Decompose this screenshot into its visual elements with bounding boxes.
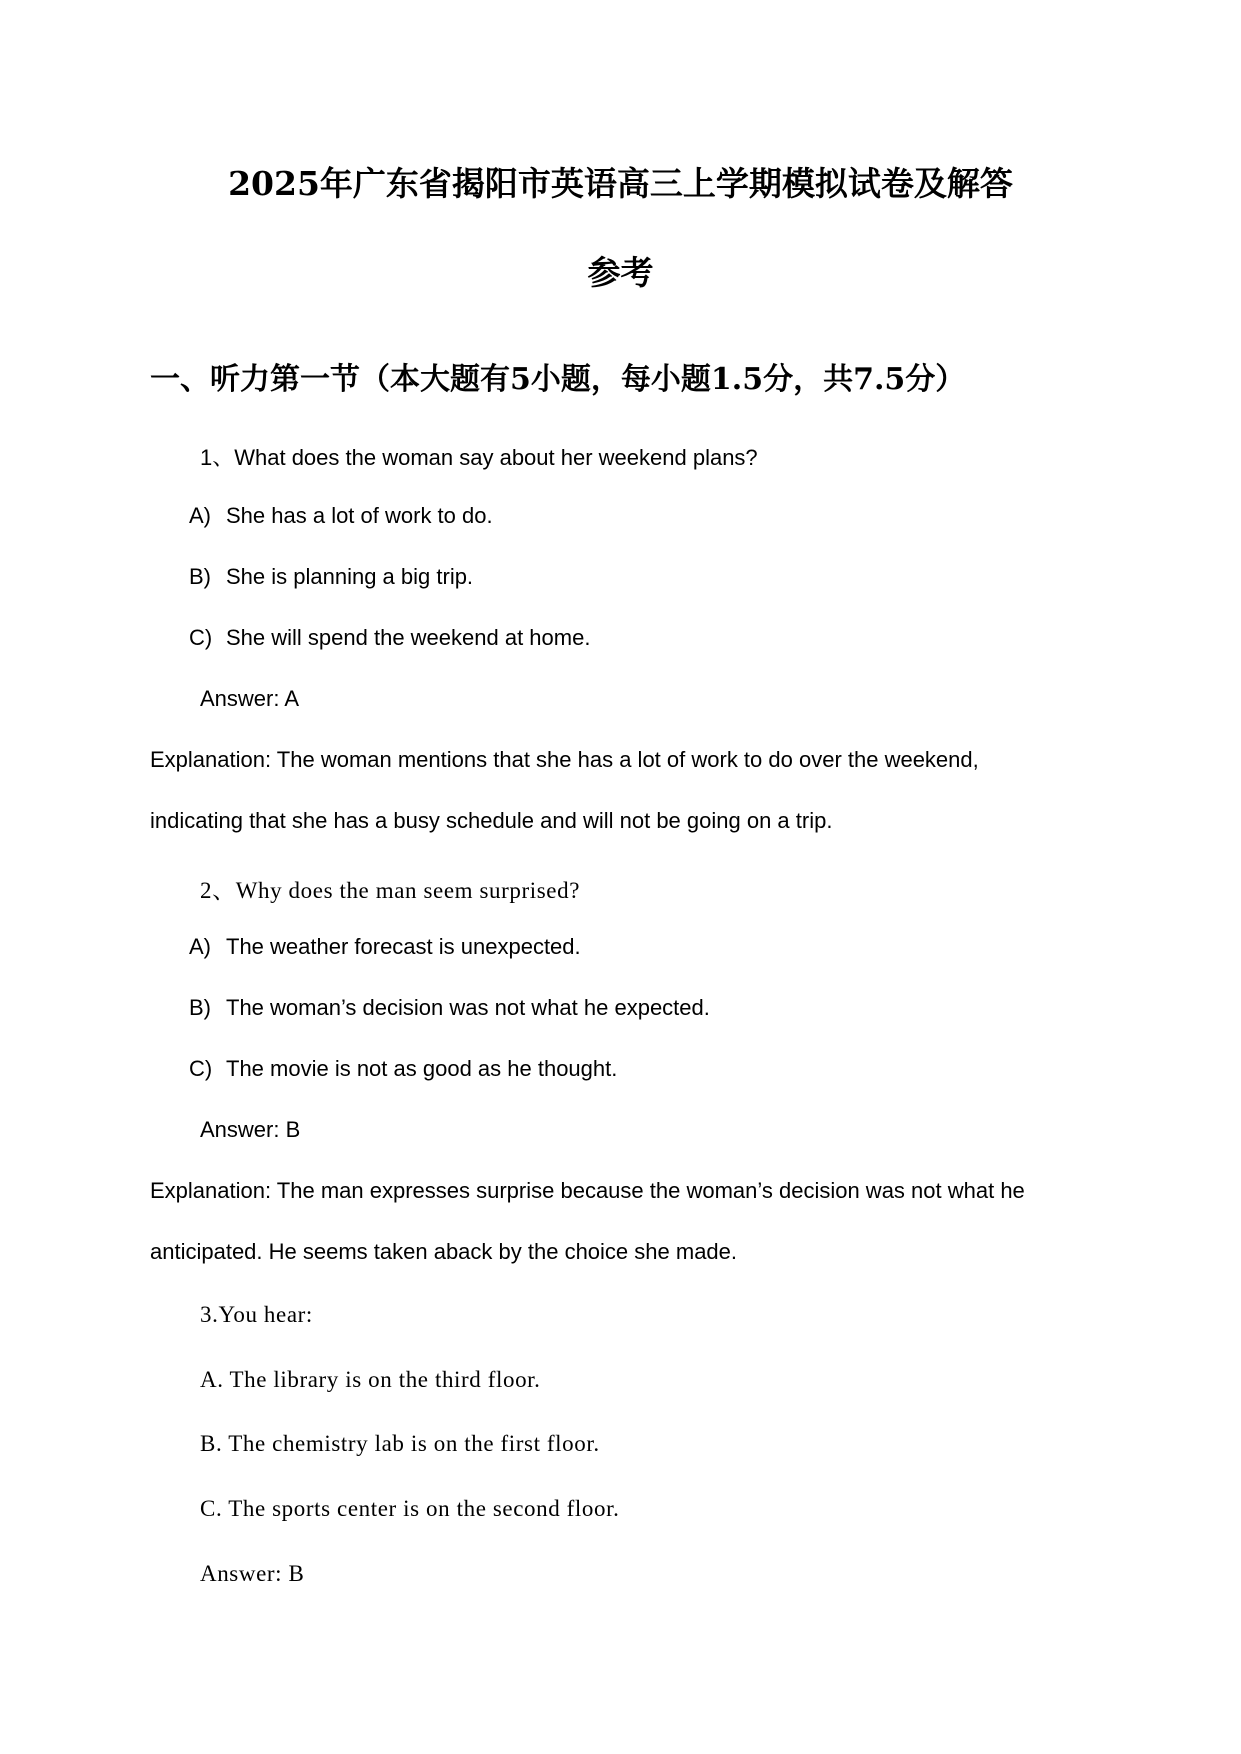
question-1-prompt: 1、What does the woman say about her weekend plans?	[200, 445, 758, 470]
option-letter: B)	[189, 564, 211, 589]
option-letter: B)	[189, 995, 211, 1020]
option-text: She will spend the weekend at home.	[226, 625, 591, 650]
option-letter: C)	[189, 1056, 213, 1081]
question-2-answer: Answer: B	[200, 1117, 301, 1142]
option-letter: A)	[189, 934, 211, 959]
question-3-option-a: A. The library is on the third floor.	[200, 1367, 541, 1392]
question-2-option-c	[189, 1056, 617, 1082]
question-2-explanation-line1: Explanation: The man expresses surprise because the woman’s decision was not what he	[150, 1178, 1025, 1203]
question-3-answer: Answer: B	[200, 1561, 305, 1586]
question-2-option-a	[189, 934, 581, 960]
option-text: The movie is not as good as he thought.	[226, 1056, 618, 1081]
question-2-prompt: 2、Why does the man seem surprised?	[200, 878, 580, 903]
document-title-line2: 参考	[587, 253, 654, 292]
option-letter: A)	[189, 503, 211, 528]
question-1-answer: Answer: A	[200, 686, 300, 711]
question-1-option-b	[189, 564, 473, 590]
question-2-explanation-line2: anticipated. He seems taken aback by the choice she made.	[150, 1239, 738, 1264]
question-3-prompt: 3.You hear:	[200, 1302, 313, 1327]
option-text: The weather forecast is unexpected.	[226, 934, 581, 959]
question-1-option-c	[189, 625, 590, 651]
question-1-option-a	[189, 503, 493, 529]
option-letter: C)	[189, 625, 213, 650]
option-text: The woman’s decision was not what he expected.	[226, 995, 710, 1020]
document-title-line1: 2025年广东省揭阳市英语高三上学期模拟试卷及解答	[228, 164, 1013, 203]
question-1-explanation-line1: Explanation: The woman mentions that she has a lot of work to do over the weekend,	[150, 747, 979, 772]
option-text: She is planning a big trip.	[226, 564, 474, 589]
section-heading: 一、听力第一节（本大题有5小题，每小题1.5分，共7.5分）	[150, 362, 966, 397]
question-2-option-b	[189, 995, 710, 1021]
question-3-option-c: C. The sports center is on the second floor.	[200, 1496, 620, 1521]
question-1-explanation-line2: indicating that she has a busy schedule and will not be going on a trip.	[150, 808, 833, 833]
option-text: She has a lot of work to do.	[226, 503, 493, 528]
question-3-option-b: B. The chemistry lab is on the first floor.	[200, 1431, 600, 1456]
